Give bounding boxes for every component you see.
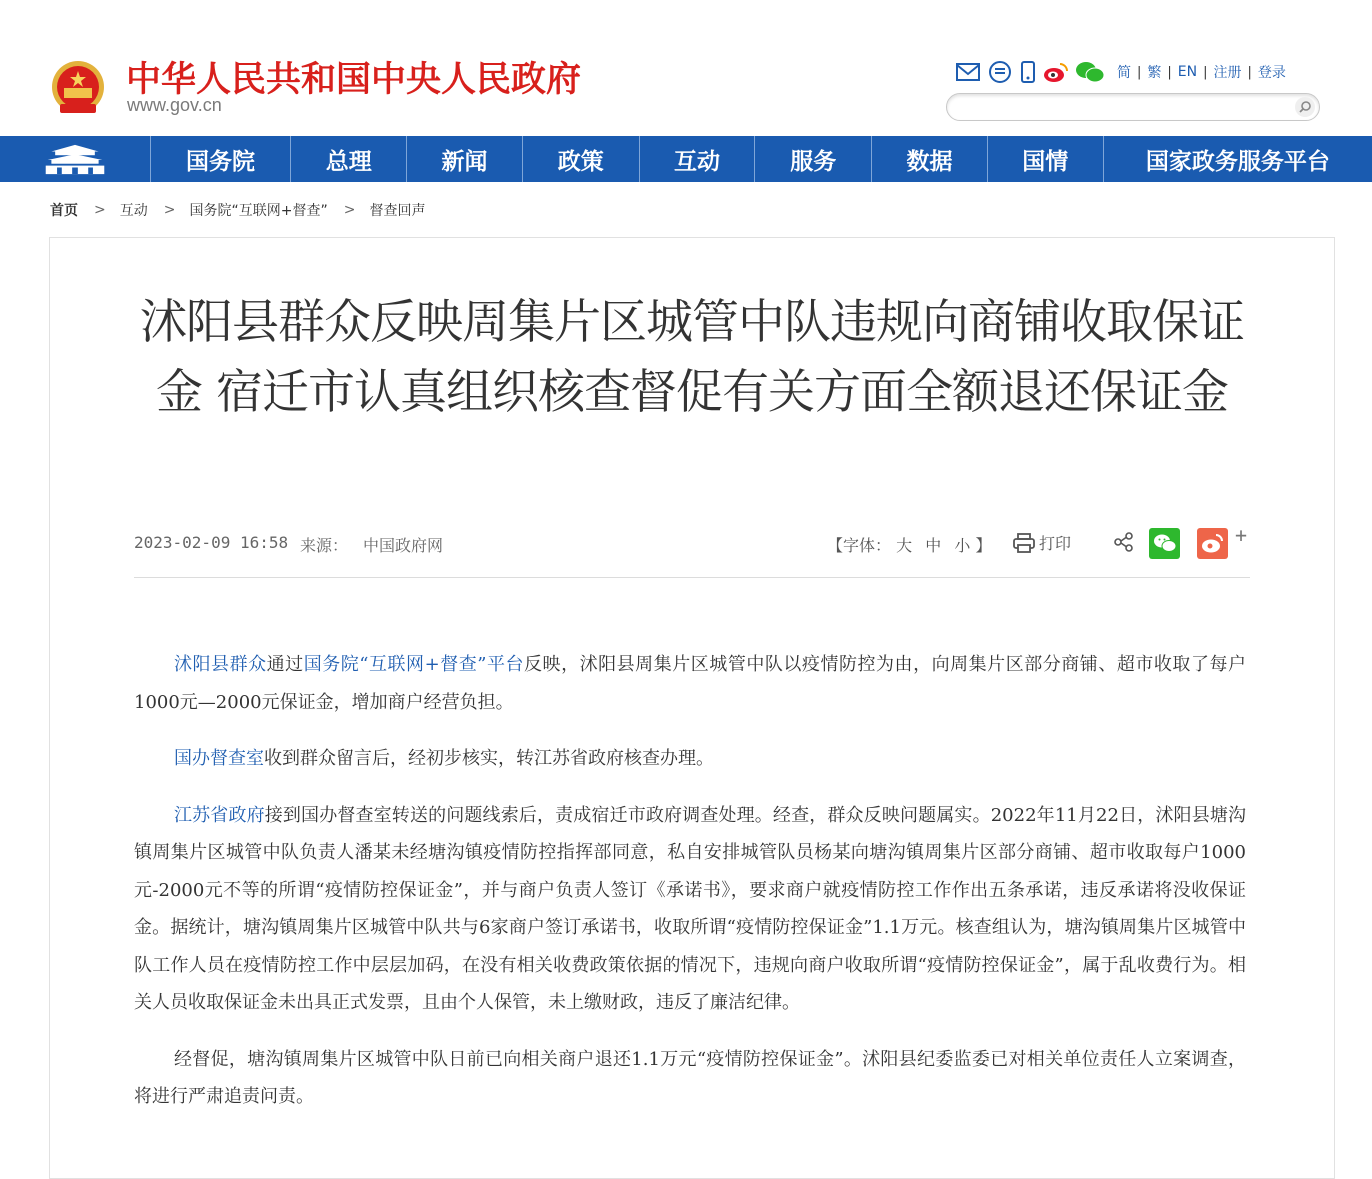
english-link[interactable]: EN	[1177, 64, 1198, 80]
breadcrumb-separator: >	[94, 202, 106, 218]
separator: |	[1167, 64, 1172, 80]
wechat-icon[interactable]	[1075, 60, 1105, 84]
font-size-close: 】	[975, 536, 992, 555]
article-body	[134, 646, 1246, 1135]
nav-item-data[interactable]: 数据	[872, 136, 988, 182]
keyword-link[interactable]: 国务院“互联网+督查”平台	[303, 654, 525, 675]
paragraph-2	[134, 740, 1246, 778]
nav-item-national-conditions[interactable]: 国情	[988, 136, 1104, 182]
more-share-button[interactable]: +	[1235, 523, 1248, 547]
share-icon[interactable]	[1112, 530, 1136, 554]
breadcrumb-separator: >	[163, 202, 176, 218]
meta-divider	[134, 577, 1250, 578]
weibo-icon	[1197, 528, 1228, 559]
paragraph-text: 经督促，塘沟镇周集片区城管中队日前已向相关商户退还1.1万元“疫情防控保证金”。沭阳县纪委监委已对相关单位责任人立案调查，将进行严肃追责问责。	[134, 1048, 1246, 1107]
keyword-link[interactable]: 江苏省政府	[174, 804, 265, 826]
login-link[interactable]: 登录	[1257, 65, 1286, 81]
nav-item-premier[interactable]: 总理	[291, 136, 407, 182]
search-button[interactable]	[1295, 97, 1315, 117]
breadcrumb-interaction[interactable]: 互动	[119, 203, 148, 219]
top-toolbar	[955, 58, 1286, 86]
nav-item-state-council[interactable]: 国务院	[151, 136, 292, 182]
breadcrumb	[50, 200, 425, 220]
paragraph-4	[134, 1041, 1246, 1116]
separator: |	[1203, 64, 1208, 80]
printer-icon	[1012, 532, 1036, 554]
language-links	[1117, 62, 1286, 82]
nav-item-gov-service-platform[interactable]: 国家政务服务平台	[1145, 148, 1330, 175]
article-title: 沭阳县群众反映周集片区城管中队违规向商铺收取保证金 宿迁市认真组织核查督促有关方面全额退还保证金	[140, 295, 1244, 420]
breadcrumb-inspection-echo[interactable]: 督查回声	[369, 203, 426, 219]
font-size-open: 【字体：	[827, 536, 892, 555]
keyword-link[interactable]: 国办督查室	[174, 748, 264, 769]
print-button[interactable]	[1012, 531, 1071, 554]
site-url[interactable]: www.gov.cn	[127, 95, 222, 115]
tiananmen-icon	[40, 142, 110, 176]
breadcrumb-separator: >	[343, 202, 356, 218]
weibo-icon[interactable]	[1043, 60, 1069, 84]
source-label: 来源：	[300, 536, 349, 555]
message-icon[interactable]	[987, 60, 1013, 84]
font-size-large[interactable]: 大	[896, 536, 913, 555]
nav-item-interaction[interactable]: 互动	[640, 136, 756, 182]
paragraph-3	[134, 797, 1246, 1022]
breadcrumb-home[interactable]: 首页	[50, 203, 78, 219]
nav-home-button[interactable]	[0, 136, 151, 182]
search-input[interactable]	[959, 94, 1293, 120]
keyword-link[interactable]: 沭阳县群众	[174, 654, 267, 675]
source-name: 中国政府网	[363, 536, 444, 555]
wechat-icon	[1149, 528, 1180, 559]
wechat-share-button[interactable]	[1149, 528, 1180, 559]
search-bar	[946, 93, 1320, 121]
separator: |	[1137, 64, 1142, 80]
traditional-chinese-link[interactable]: 繁	[1147, 65, 1162, 81]
register-link[interactable]: 注册	[1213, 65, 1242, 81]
paragraph-text: 收到群众留言后，经初步核实，转江苏省政府核查办理。	[264, 748, 714, 769]
font-size-control	[827, 533, 991, 556]
nav-item-services[interactable]: 服务	[755, 136, 872, 182]
print-label: 打印	[1039, 534, 1072, 553]
search-icon	[1295, 97, 1315, 117]
site-title[interactable]: 中华人民共和国中央人民政府	[126, 60, 582, 100]
font-size-small[interactable]: 小	[954, 536, 971, 555]
paragraph-text: 接到国办督查室转送的问题线索后，责成宿迁市政府调查处理。经查，群众反映问题属实。2022年11月22日，沭阳县塘沟镇周集片区城管中队负责人潘某未经塘沟镇疫情防控指挥部同意，私自安排城管队员杨某向塘沟镇周集片区部分商铺、超市收取每户1000元-2000元不等的所谓“疫情防控保证金”，并与商户负责人签订《承诺书》，要求商户就疫情防控工作作出五条承诺，违反承诺将没收保证金。据统计，塘沟镇周集片区城管中队共与6家商户签订承诺书，收取所谓“疫情防控保证金”1.1万元。核查组认为，塘沟镇周集片区城管中队工作人员在疫情防控工作中层层加码，在没有相关收费政策依据的情况下，违规向商户收取所谓“疫情防控保证金”，属于乱收费行为。相关人员收取保证金未出具正式发票，且由个人保管，未上缴财政，违反了廉洁纪律。	[134, 804, 1246, 1013]
nav-item-news[interactable]: 新闻	[407, 136, 523, 182]
article-meta	[134, 523, 1250, 557]
publish-date: 2023-02-09 16:58	[134, 533, 289, 552]
breadcrumb-internet-inspection[interactable]: 国务院“互联网+督查”	[189, 203, 328, 219]
separator: |	[1247, 64, 1252, 80]
national-emblem-icon[interactable]	[50, 58, 106, 118]
nav-item-policy[interactable]: 政策	[523, 136, 640, 182]
simplified-chinese-link[interactable]: 简	[1117, 65, 1131, 81]
weibo-share-button[interactable]	[1197, 528, 1228, 559]
main-nav	[0, 136, 1372, 182]
site-header	[0, 0, 1372, 136]
font-size-medium[interactable]: 中	[925, 536, 942, 555]
mobile-icon[interactable]	[1019, 60, 1037, 84]
paragraph-text: 通过	[266, 654, 304, 675]
paragraph-1	[134, 646, 1246, 721]
mail-icon[interactable]	[955, 60, 981, 84]
paragraph-text: 反映，沭阳县周集片区城管中队以疫情防控为由，向周集片区部分商铺、超市收取了每户1000元—2000元保证金，增加商户经营负担。	[134, 654, 1247, 713]
